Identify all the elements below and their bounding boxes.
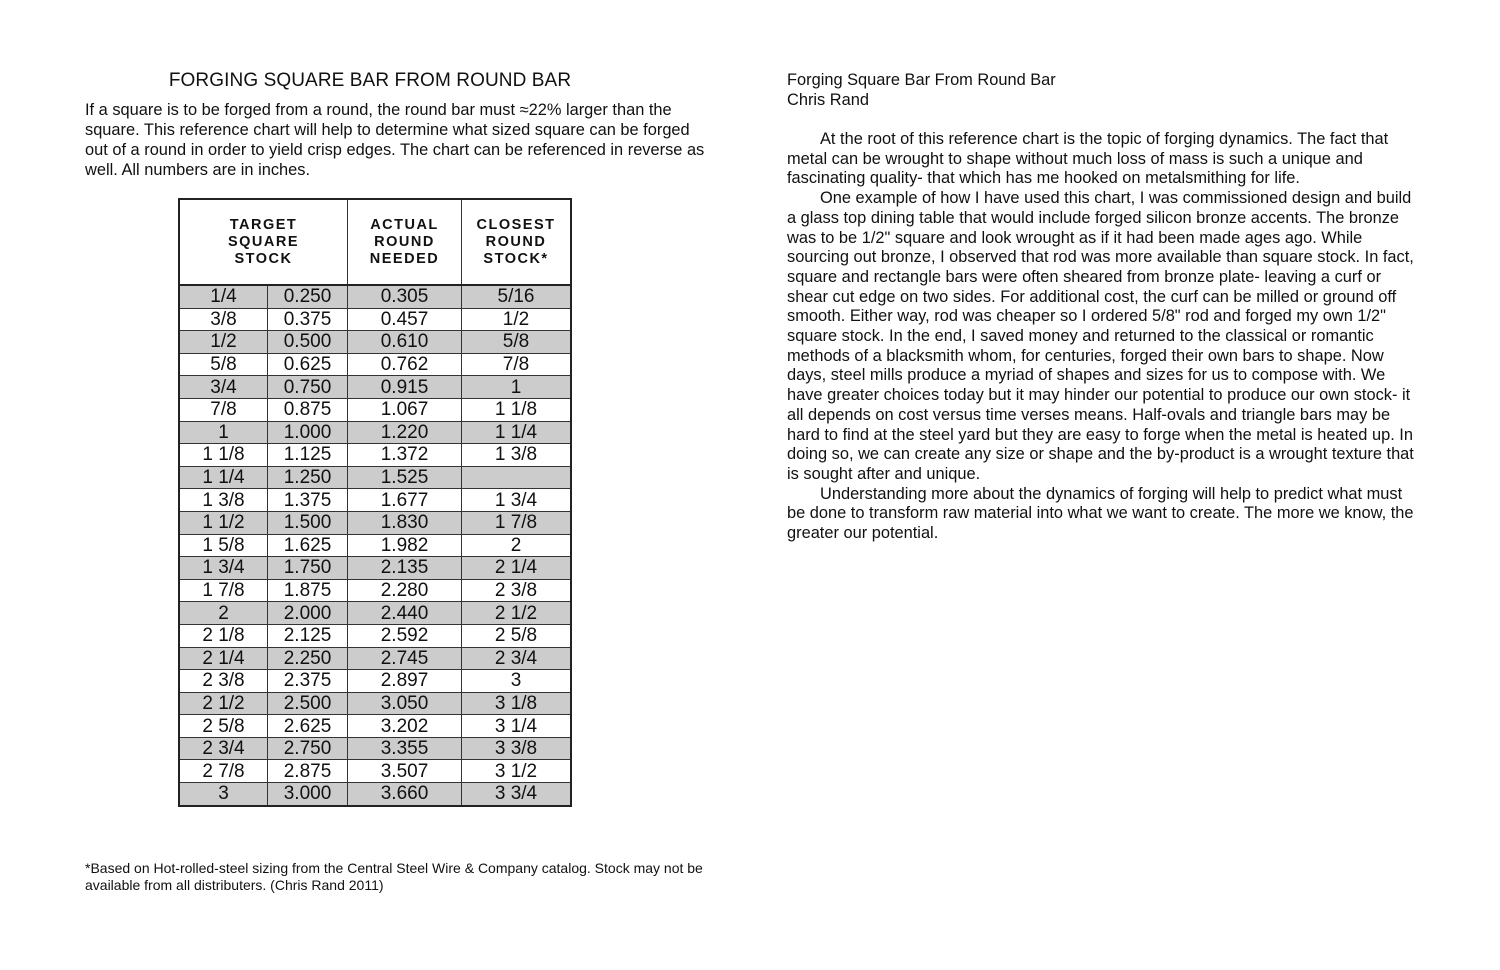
cell-target-decimal: 1.375 bbox=[268, 489, 348, 512]
header-closest-round-stock bbox=[462, 199, 572, 285]
cell-target-decimal: 0.500 bbox=[268, 331, 348, 354]
cell-actual-round: 2.135 bbox=[348, 557, 462, 580]
cell-closest-stock: 2 3/4 bbox=[462, 647, 572, 670]
cell-closest-stock: 3 3/4 bbox=[462, 783, 572, 806]
cell-closest-stock: 3 bbox=[462, 670, 572, 693]
cell-target-fraction: 1 1/4 bbox=[179, 466, 268, 489]
cell-closest-stock: 1 bbox=[462, 376, 572, 399]
cell-closest-stock: 2 5/8 bbox=[462, 624, 572, 647]
cell-actual-round: 1.525 bbox=[348, 466, 462, 489]
cell-target-fraction: 1/4 bbox=[179, 285, 268, 308]
table-row bbox=[179, 534, 571, 557]
cell-target-decimal: 1.875 bbox=[268, 579, 348, 602]
cell-target-fraction: 3/8 bbox=[179, 308, 268, 331]
cell-target-fraction: 1 bbox=[179, 421, 268, 444]
cell-actual-round: 0.305 bbox=[348, 285, 462, 308]
cell-actual-round: 1.220 bbox=[348, 421, 462, 444]
table-row bbox=[179, 557, 571, 580]
table-body bbox=[179, 285, 571, 806]
cell-target-decimal: 2.625 bbox=[268, 715, 348, 738]
chart-title: FORGING SQUARE BAR FROM ROUND BAR bbox=[168, 70, 572, 91]
cell-actual-round: 0.610 bbox=[348, 331, 462, 354]
cell-target-decimal: 2.500 bbox=[268, 692, 348, 715]
conversion-table bbox=[178, 198, 572, 807]
cell-closest-stock: 1 3/8 bbox=[462, 444, 572, 467]
cell-target-fraction: 1 5/8 bbox=[179, 534, 268, 557]
cell-closest-stock bbox=[462, 466, 572, 489]
cell-target-decimal: 1.750 bbox=[268, 557, 348, 580]
table-row bbox=[179, 466, 571, 489]
header-line: ROUND bbox=[485, 233, 547, 250]
cell-target-fraction: 2 5/8 bbox=[179, 715, 268, 738]
header-line: STOCK bbox=[234, 250, 293, 267]
cell-target-fraction: 7/8 bbox=[179, 398, 268, 421]
cell-target-decimal: 1.000 bbox=[268, 421, 348, 444]
table-row bbox=[179, 331, 571, 354]
cell-actual-round: 0.762 bbox=[348, 353, 462, 376]
cell-closest-stock: 3 3/8 bbox=[462, 737, 572, 760]
header-actual-round-needed bbox=[348, 199, 462, 285]
cell-actual-round: 0.457 bbox=[348, 308, 462, 331]
cell-target-fraction: 2 1/8 bbox=[179, 624, 268, 647]
article-body bbox=[787, 130, 1417, 544]
cell-target-decimal: 2.375 bbox=[268, 670, 348, 693]
cell-actual-round: 3.202 bbox=[348, 715, 462, 738]
cell-target-fraction: 2 3/4 bbox=[179, 737, 268, 760]
cell-target-decimal: 2.750 bbox=[268, 737, 348, 760]
cell-closest-stock: 3 1/8 bbox=[462, 692, 572, 715]
cell-target-fraction: 1 3/4 bbox=[179, 557, 268, 580]
article-author: Chris Rand bbox=[787, 91, 869, 109]
cell-actual-round: 3.507 bbox=[348, 760, 462, 783]
header-target-square-stock bbox=[179, 199, 348, 285]
cell-closest-stock: 1 1/8 bbox=[462, 398, 572, 421]
cell-closest-stock: 1 1/4 bbox=[462, 421, 572, 444]
header-line: ROUND bbox=[374, 233, 435, 250]
cell-target-fraction: 2 7/8 bbox=[179, 760, 268, 783]
table-row bbox=[179, 308, 571, 331]
cell-closest-stock: 5/16 bbox=[462, 285, 572, 308]
chart-intro: If a square is to be forged from a round, the round bar must ≈22% larger than the square. This reference chart will help to determine what sized square can be forged out of a round in order to yield crisp edges. The chart can be referenced in reverse as well. All numbers are in inches. bbox=[85, 100, 705, 179]
header-line: SQUARE bbox=[227, 233, 300, 250]
article-paragraph: One example of how I have used this chart, I was commissioned design and build a glass top dining table that would include forged silicon bronze accents. The bronze was to be 1/2" square and look wrought as if it had been made ages ago. While sourcing out bronze, I observed that rod was more available than square stock. In fact, square and rectangle bars were often sheared from bronze plate- leaving a curf or shear cut edge on two sides. For additional cost, the curf can be milled or ground off smooth. Either way, rod was cheaper so I ordered 5/8" rod and forged my own 1/2" square stock. In the end, I saved money and returned to the classical or romantic methods of a blacksmith whom, for centuries, forged their own bars to shape. Now days, steel mills produce a myriad of shapes and sizes for us to compose with. We have greater choices today but it may hinder our potential to produce our own stock- it all depends on cost versus time verses means. Half-ovals and triangle bars may be hard to find at the steel yard but they are easy to forge when the metal is heated up. In doing so, we can create any size or shape and the by-product is a wrought texture that is sought after and unique. bbox=[787, 189, 1414, 483]
cell-target-fraction: 2 3/8 bbox=[179, 670, 268, 693]
cell-target-fraction: 1/2 bbox=[179, 331, 268, 354]
table-row bbox=[179, 737, 571, 760]
cell-target-decimal: 1.625 bbox=[268, 534, 348, 557]
cell-closest-stock: 1/2 bbox=[462, 308, 572, 331]
cell-actual-round: 3.660 bbox=[348, 783, 462, 806]
article-paragraph: At the root of this reference chart is the topic of forging dynamics. The fact that metal can be wrought to shape without much loss of mass is such a unique and fascinating quality- that which has me hooked on metalsmithing for life. bbox=[787, 130, 1389, 188]
header-line: STOCK* bbox=[483, 250, 549, 267]
cell-closest-stock: 7/8 bbox=[462, 353, 572, 376]
cell-target-decimal: 2.000 bbox=[268, 602, 348, 625]
cell-target-decimal: 0.250 bbox=[268, 285, 348, 308]
cell-closest-stock: 2 3/8 bbox=[462, 579, 572, 602]
cell-actual-round: 3.050 bbox=[348, 692, 462, 715]
table-row bbox=[179, 624, 571, 647]
cell-actual-round: 1.830 bbox=[348, 511, 462, 534]
cell-target-fraction: 2 1/2 bbox=[179, 692, 268, 715]
table-row bbox=[179, 579, 571, 602]
table-row bbox=[179, 647, 571, 670]
table-row bbox=[179, 421, 571, 444]
cell-actual-round: 1.677 bbox=[348, 489, 462, 512]
cell-target-fraction: 2 bbox=[179, 602, 268, 625]
cell-actual-round: 2.440 bbox=[348, 602, 462, 625]
table-row bbox=[179, 670, 571, 693]
cell-target-decimal: 3.000 bbox=[268, 783, 348, 806]
table-row bbox=[179, 760, 571, 783]
article-title: Forging Square Bar From Round Bar bbox=[787, 71, 1056, 89]
cell-target-decimal: 2.125 bbox=[268, 624, 348, 647]
table-row bbox=[179, 489, 571, 512]
cell-target-fraction: 3 bbox=[179, 783, 268, 806]
table-row bbox=[179, 715, 571, 738]
cell-actual-round: 1.067 bbox=[348, 398, 462, 421]
table-row bbox=[179, 692, 571, 715]
cell-target-decimal: 1.125 bbox=[268, 444, 348, 467]
cell-target-fraction: 1 1/8 bbox=[179, 444, 268, 467]
table-row bbox=[179, 376, 571, 399]
table-row bbox=[179, 398, 571, 421]
cell-target-fraction: 1 7/8 bbox=[179, 579, 268, 602]
cell-target-decimal: 2.875 bbox=[268, 760, 348, 783]
cell-target-decimal: 1.250 bbox=[268, 466, 348, 489]
cell-target-decimal: 0.875 bbox=[268, 398, 348, 421]
cell-target-fraction: 1 3/8 bbox=[179, 489, 268, 512]
cell-closest-stock: 5/8 bbox=[462, 331, 572, 354]
cell-actual-round: 0.915 bbox=[348, 376, 462, 399]
left-page bbox=[85, 70, 710, 180]
cell-target-fraction: 1 1/2 bbox=[179, 511, 268, 534]
cell-target-decimal: 0.750 bbox=[268, 376, 348, 399]
cell-closest-stock: 2 1/4 bbox=[462, 557, 572, 580]
cell-actual-round: 3.355 bbox=[348, 737, 462, 760]
table-row bbox=[179, 444, 571, 467]
cell-target-decimal: 1.500 bbox=[268, 511, 348, 534]
table-row bbox=[179, 511, 571, 534]
table-row bbox=[179, 285, 571, 308]
header-line: TARGET bbox=[229, 216, 298, 233]
cell-target-decimal: 0.375 bbox=[268, 308, 348, 331]
header-line: ACTUAL bbox=[370, 216, 439, 233]
cell-closest-stock: 2 1/2 bbox=[462, 602, 572, 625]
cell-actual-round: 2.280 bbox=[348, 579, 462, 602]
cell-actual-round: 2.745 bbox=[348, 647, 462, 670]
header-line: CLOSEST bbox=[476, 216, 556, 233]
cell-closest-stock: 3 1/2 bbox=[462, 760, 572, 783]
cell-actual-round: 1.372 bbox=[348, 444, 462, 467]
footnote: *Based on Hot-rolled-steel sizing from the Central Steel Wire & Company catalog. Stock may not be available from all distributers. (Chris Rand 2011) bbox=[85, 860, 703, 893]
table-row bbox=[179, 353, 571, 376]
cell-actual-round: 2.897 bbox=[348, 670, 462, 693]
table-row bbox=[179, 602, 571, 625]
cell-target-decimal: 2.250 bbox=[268, 647, 348, 670]
right-page bbox=[787, 70, 1417, 544]
cell-target-fraction: 3/4 bbox=[179, 376, 268, 399]
header-line: NEEDED bbox=[369, 250, 440, 267]
cell-target-fraction: 5/8 bbox=[179, 353, 268, 376]
cell-closest-stock: 2 bbox=[462, 534, 572, 557]
cell-closest-stock: 1 3/4 bbox=[462, 489, 572, 512]
cell-closest-stock: 3 1/4 bbox=[462, 715, 572, 738]
table-row bbox=[179, 783, 571, 806]
article-paragraph: Understanding more about the dynamics of forging will help to predict what must be done to transform raw material into what we want to create. The more we know, the greater our potential. bbox=[787, 484, 1414, 543]
cell-closest-stock: 1 7/8 bbox=[462, 511, 572, 534]
cell-target-decimal: 0.625 bbox=[268, 353, 348, 376]
cell-actual-round: 1.982 bbox=[348, 534, 462, 557]
cell-actual-round: 2.592 bbox=[348, 624, 462, 647]
cell-target-fraction: 2 1/4 bbox=[179, 647, 268, 670]
table-header-row bbox=[179, 199, 571, 285]
